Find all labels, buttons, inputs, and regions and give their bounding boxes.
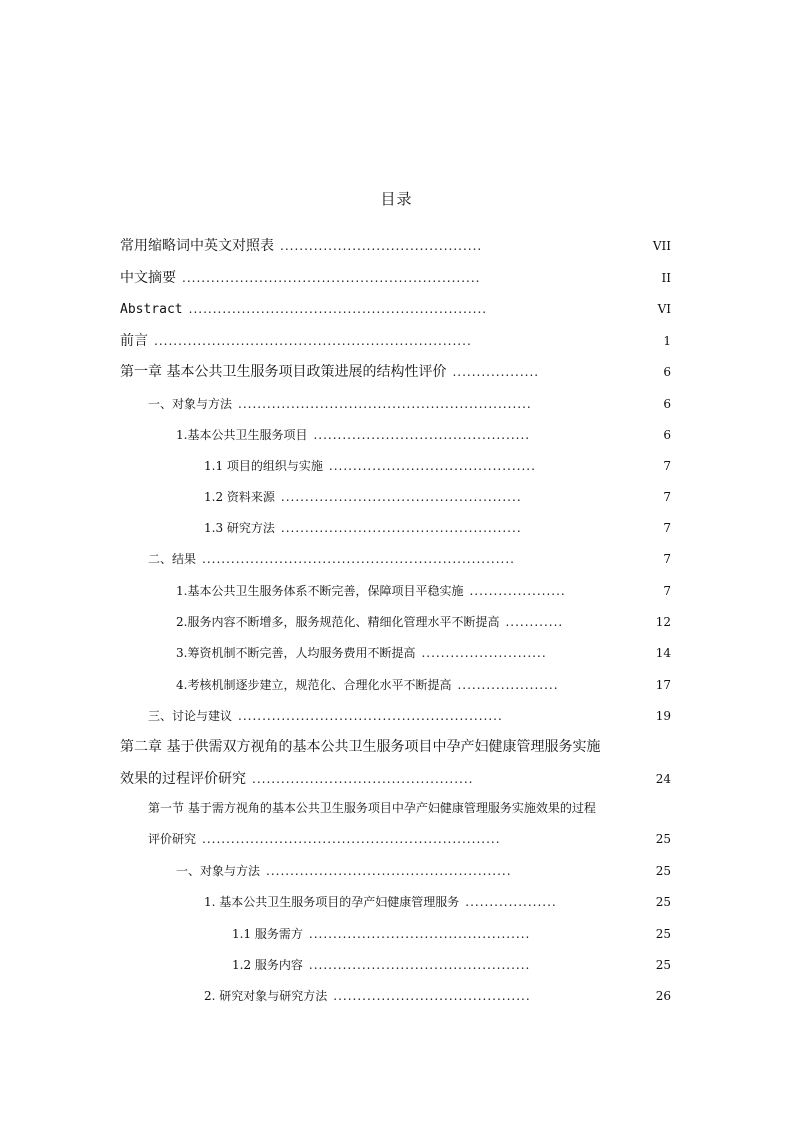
toc-entry-ch2-s1-1-1[interactable]	[232, 922, 671, 946]
toc-entry-text: 2. 研究对象与研究方法	[204, 989, 328, 1003]
toc-page-number: II	[661, 271, 671, 285]
toc-entry-ch2-s1-methods[interactable]	[176, 859, 671, 883]
toc-entry-ch1-sec2-1[interactable]	[176, 579, 671, 603]
toc-leader: ...................	[465, 895, 557, 909]
toc-entry-text: 前言	[120, 333, 148, 349]
toc-entry-text: 3.筹资机制不断完善，人均服务费用不断提高	[176, 646, 416, 660]
toc-page-number: 1	[663, 334, 671, 348]
toc-entry-ch1-sec1-1-2[interactable]	[204, 485, 671, 509]
toc-page-number: 6	[663, 397, 671, 411]
toc-entry-text: 一、对象与方法	[148, 397, 233, 411]
toc-leader: .............................................................	[238, 397, 532, 411]
toc-leader: ..............................................................	[202, 832, 501, 846]
toc-entry-ch2-s1-2[interactable]	[204, 984, 671, 1008]
toc-leader: ..........................	[421, 646, 547, 660]
toc-leader: ..............................................	[308, 958, 531, 972]
toc-page-number: 7	[663, 584, 671, 598]
toc-entry-ch1-sec2-3[interactable]	[176, 641, 671, 665]
toc-entry-text: 第一章 基本公共卫生服务项目政策进展的结构性评价	[120, 364, 447, 380]
toc-page-number: 24	[655, 772, 671, 786]
toc-page-number: VII	[652, 239, 671, 253]
toc-entry-text: 1.1 服务需方	[232, 927, 303, 941]
toc-leader: ............	[505, 615, 564, 629]
toc-leader: ..............................................	[308, 927, 531, 941]
toc-entry-abstract[interactable]	[120, 297, 671, 321]
toc-entry-ch2-section1-line2[interactable]	[148, 827, 671, 851]
toc-entry-text: 评价研究	[148, 832, 197, 846]
toc-leader: ..............................................	[252, 772, 474, 786]
toc-leader: ..............................................................	[182, 271, 481, 285]
toc-leader: ...................................................	[266, 864, 512, 878]
toc-page-number: 17	[655, 678, 671, 692]
toc-entry-text: 2.服务内容不断增多，服务规范化、精细化管理水平不断提高	[176, 615, 500, 629]
toc-entry-text: 二、结果	[148, 552, 197, 566]
toc-leader: ...........................................	[328, 459, 536, 473]
toc-entry-text: 效果的过程评价研究	[120, 771, 246, 787]
toc-entry-ch1-sec3[interactable]	[148, 704, 671, 728]
toc-entry-text: Abstract	[120, 302, 183, 317]
toc-page-number: 7	[663, 552, 671, 566]
toc-leader: .............................................	[313, 428, 531, 442]
toc-entry-chinese-abstract[interactable]	[120, 266, 671, 290]
toc-page-number: 6	[663, 365, 671, 379]
toc-leader: ....................	[469, 584, 566, 598]
toc-title: 目录	[380, 190, 413, 208]
toc-page-number: 25	[655, 864, 671, 878]
toc-page-number: 25	[655, 832, 671, 846]
toc-entry-text: 常用缩略词中英文对照表	[120, 238, 274, 254]
toc-leader: .......................................................	[238, 709, 503, 723]
toc-entry-text: 1.2 资料来源	[204, 490, 275, 504]
toc-entry-text: 中文摘要	[120, 270, 176, 286]
toc-entry-chapter-2-line2[interactable]	[120, 767, 671, 791]
toc-entry-ch1-sec1-1[interactable]	[176, 423, 671, 447]
toc-leader: ..................................................................	[154, 334, 472, 348]
toc-page-number: 7	[663, 459, 671, 473]
toc-page-number: 19	[655, 709, 671, 723]
toc-entry-chapter-1[interactable]	[120, 360, 671, 384]
toc-entry-text: 1.3 研究方法	[204, 521, 275, 535]
toc-entry-chapter-2-line1[interactable]: 第二章 基于供需双方视角的基本公共卫生服务项目中孕产妇健康管理服务实施	[120, 739, 601, 755]
toc-page-number: 25	[655, 958, 671, 972]
toc-leader: ..................	[452, 365, 540, 379]
toc-entry-ch2-s1-1-2[interactable]	[232, 953, 671, 977]
toc-page-number: VI	[657, 302, 671, 316]
toc-entry-abbreviations[interactable]	[120, 234, 671, 258]
toc-page-number: 14	[655, 646, 671, 660]
toc-page-number: 26	[655, 989, 671, 1003]
toc-entry-text: 1. 基本公共卫生服务项目的孕产妇健康管理服务	[204, 895, 460, 909]
toc-entry-text: 三、讨论与建议	[148, 709, 233, 723]
toc-leader: ..........................................	[280, 239, 483, 253]
toc-entry-ch1-sec1-1-1[interactable]	[204, 454, 671, 478]
toc-entry-ch1-sec2[interactable]	[148, 547, 671, 571]
toc-entry-text: 1.2 服务内容	[232, 958, 303, 972]
toc-leader: .................................................................	[202, 552, 515, 566]
toc-leader: ..................................................	[280, 490, 522, 504]
toc-leader: .........................................	[333, 989, 531, 1003]
toc-entry-ch1-sec1-1-3[interactable]	[204, 516, 671, 540]
toc-entry-ch1-sec1[interactable]	[148, 392, 671, 416]
toc-entry-ch1-sec2-2[interactable]	[176, 610, 671, 634]
toc-leader: ..............................................................	[188, 302, 488, 316]
toc-leader: .....................	[457, 678, 559, 692]
toc-entry-ch1-sec2-4[interactable]	[176, 673, 671, 697]
toc-page-number: 25	[655, 927, 671, 941]
toc-leader: ..................................................	[280, 521, 522, 535]
toc-entry-ch2-section1-line1[interactable]: 第一节 基于需方视角的基本公共卫生服务项目中孕产妇健康管理服务实施效果的过程	[148, 801, 596, 815]
toc-page-number: 7	[663, 521, 671, 535]
toc-page-number: 25	[655, 895, 671, 909]
toc-page-number: 6	[663, 428, 671, 442]
toc-entry-text: 一、对象与方法	[176, 864, 261, 878]
toc-entry-text: 1.1 项目的组织与实施	[204, 459, 323, 473]
toc-entry-preface[interactable]	[120, 329, 671, 353]
toc-entry-text: 1.基本公共卫生服务项目	[176, 428, 308, 442]
toc-entry-text: 4.考核机制逐步建立，规范化、合理化水平不断提高	[176, 678, 452, 692]
toc-page-number: 7	[663, 490, 671, 504]
toc-entry-text: 1.基本公共卫生服务体系不断完善，保障项目平稳实施	[176, 584, 464, 598]
toc-page-number: 12	[655, 615, 671, 629]
toc-entry-ch2-s1-1[interactable]	[204, 890, 671, 914]
